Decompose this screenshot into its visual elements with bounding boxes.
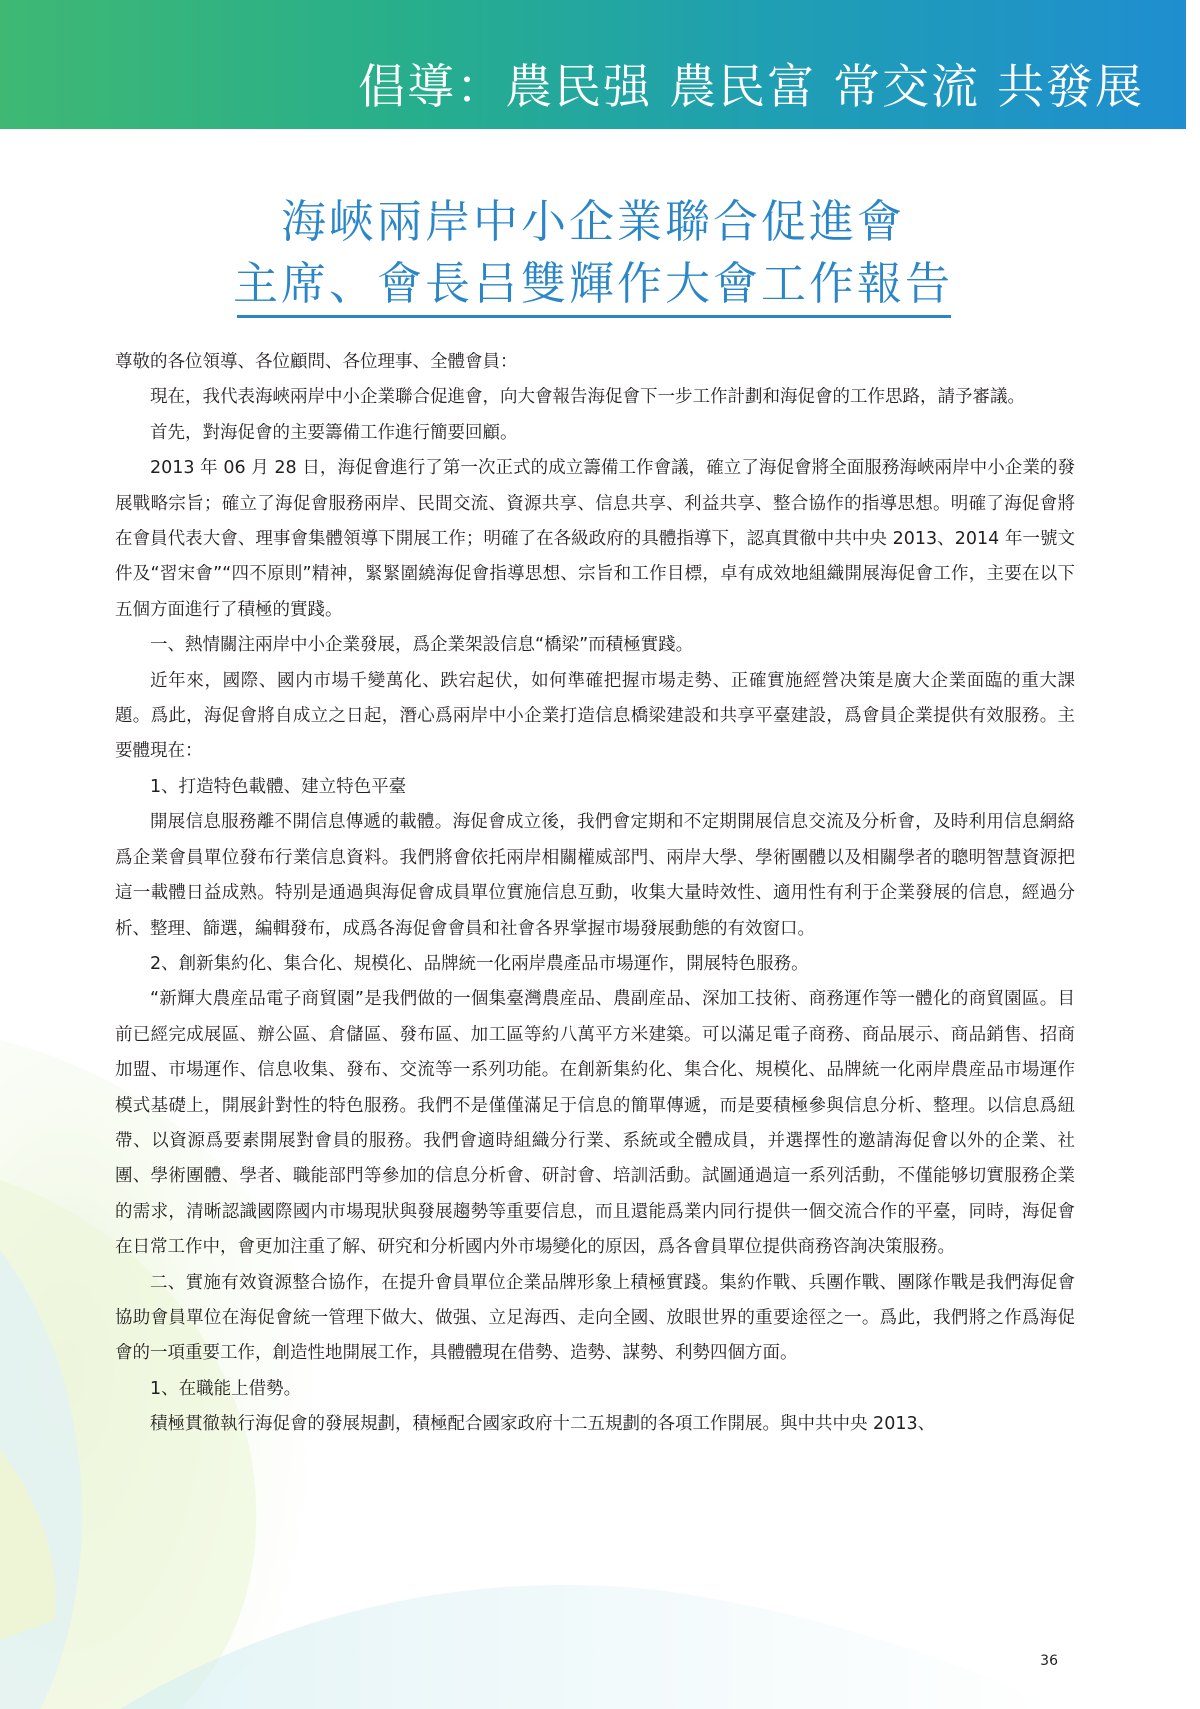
document-title-line-1: 海峽兩岸中小企業聯合促進會 bbox=[280, 195, 905, 248]
paragraph: 首先，對海促會的主要籌備工作進行簡要回顧。 bbox=[150, 422, 518, 443]
subsection-heading: 2、創新集約化、集合化、規模化、品牌統一化兩岸農產品市場運作，開展特色服務。 bbox=[150, 953, 809, 974]
paragraph: “新輝大農産品電子商貿園”是我們做的一個集臺灣農産品、農副産品、深加工技術、商務運作等一體化的商貿園區。目前已經完成展區、辦公區、倉儲區、發布區、加工區等約八萬平方米建築。可以滿足電子商務、商品展示、商品銷售、招商加盟、市場運作、信息收集、發布、交流等一系列功能。在創新集約化、集合化、規模化、品牌統一化兩岸農産品市場運作模式基礎上，開展針對性的特色服務。我們不是僅僅滿足于信息的簡單傳遞，而是要積極參與信息分析、整理。以信息爲紐帶、以資源爲要素開展對會員的服務。我們會適時組織分行業、系統或全體成員，并選擇性的邀請海促會以外的企業、社團、學術團體、學者、職能部門等參加的信息分析會、研討會、培訓活動。試圖通過這一系列活動，不僅能够切實服務企業的需求，清晰認識國際國内市場現狀與發展趨勢等重要信息，而且還能爲業内同行提供一個交流合作的平臺，同時，海促會在日常工作中，會更加注重了解、研究和分析國内外市場變化的原因，爲各會員單位提供商務咨詢决策服務。 bbox=[115, 989, 1075, 1258]
section-heading: 二、實施有效資源整合協作，在提升會員單位企業品牌形象上積極實踐。集約作戰、兵團作戰、團隊作戰是我們海促會協助會員單位在海促會統一管理下做大、做强、立足海西、走向全國、放眼世界的重要途徑之一。爲此，我們將之作爲海促會的一項重要工作，創造性地開展工作，具體體現在借勢、造勢、謀勢、利勢四個方面。 bbox=[115, 1272, 1075, 1364]
subsection-heading: 1、在職能上借勢。 bbox=[150, 1378, 302, 1399]
document-title-line-2: 主席、會長吕雙輝作大會工作報告 bbox=[232, 257, 953, 310]
section-heading: 一、熱情關注兩岸中小企業發展，爲企業架設信息“橋梁”而積極實踐。 bbox=[150, 635, 694, 656]
paragraph: 2013 年 06 月 28 日，海促會進行了第一次正式的成立籌備工作會議，確立了海促會將全面服務海峽兩岸中小企業的發展戰略宗旨；確立了海促會服務兩岸、民間交流、資源共享、信息共享、利益共享、整合協作的指導思想。明確了海促會將在會員代表大會、理事會集體領導下開展工作；明確了在各級政府的具體指導下，認真貫徹中共中央 2013、2014 年一號文件及“習宋會”“四不原則”精神，緊緊圍繞海促會指導思想、宗旨和工作目標，卓有成效地組織開展海促會工作，主要在以下五個方面進行了積極的實踐。 bbox=[115, 458, 1075, 620]
banner-slogan: 倡導：農民强 農民富 常交流 共發展 bbox=[358, 60, 1144, 115]
paragraph: 積極貫徹執行海促會的發展規劃，積極配合國家政府十二五規劃的各項工作開展。與中共中央 2013、 bbox=[150, 1414, 936, 1435]
title-underline bbox=[237, 315, 951, 318]
report-body bbox=[115, 345, 1075, 1443]
paragraph: 近年來，國際、國内市場千變萬化、跌宕起伏，如何準確把握市場走勢、正確實施經營决策是廣大企業面臨的重大課題。爲此，海促會將自成立之日起，潛心爲兩岸中小企業打造信息橋梁建設和共享平臺建設，爲會員企業提供有效服務。主要體現在： bbox=[115, 670, 1075, 762]
subsection-heading: 1、打造特色載體、建立特色平臺 bbox=[150, 776, 407, 797]
paragraph: 現在，我代表海峽兩岸中小企業聯合促進會，向大會報告海促會下一步工作計劃和海促會的工作思路，請予審議。 bbox=[150, 387, 1025, 408]
header-banner bbox=[0, 0, 1186, 129]
paragraph-salutation: 尊敬的各位領導、各位顧問、各位理事、全體會員： bbox=[115, 352, 518, 372]
paragraph: 開展信息服務離不開信息傳遞的載體。海促會成立後，我們會定期和不定期開展信息交流及分析會，及時利用信息網絡爲企業會員單位發布行業信息資料。我們將會依托兩岸相關權威部門、兩岸大學、學術團體以及相關學者的聰明智慧資源把這一載體日益成熟。特别是通過與海促會成員單位實施信息互動，收集大量時效性、適用性有利于企業發展的信息，經過分析、整理、篩選，編輯發布，成爲各海促會會員和社會各界掌握市場發展動態的有效窗口。 bbox=[115, 812, 1075, 939]
page-number: 36 bbox=[1040, 1653, 1058, 1669]
